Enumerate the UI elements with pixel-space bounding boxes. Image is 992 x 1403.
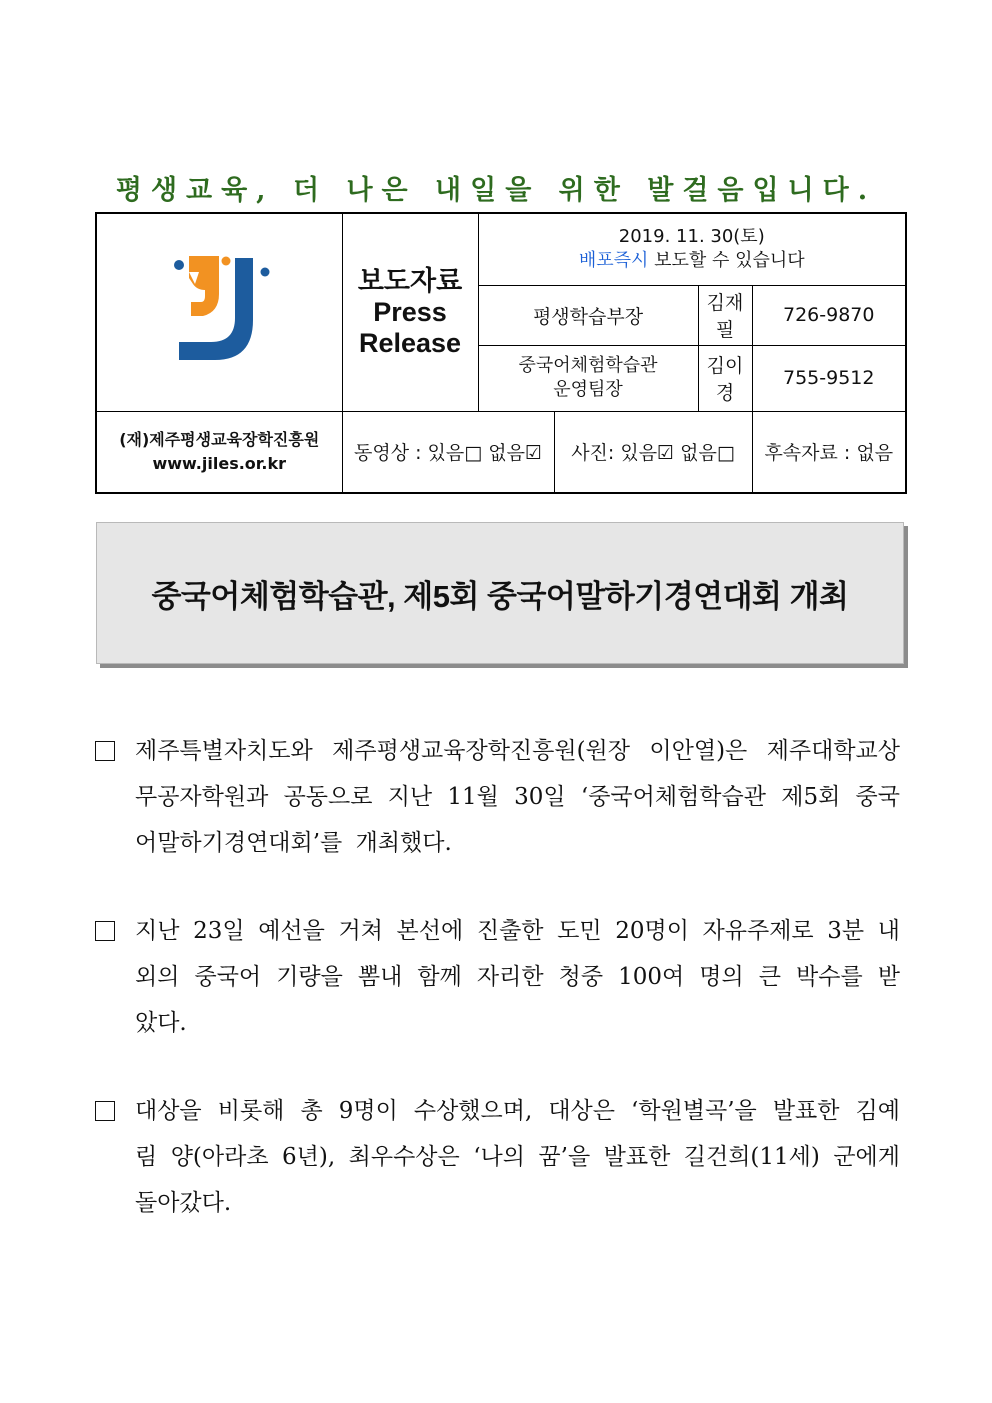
release-ko: 보도자료 [357, 265, 463, 296]
headline: 중국어체험학습관, 제5회 중국어말하기경연대회 개최 [151, 578, 849, 614]
contact-2-name: 김이경 [698, 345, 752, 411]
organization-cell [96, 411, 342, 493]
paragraph-2 [95, 908, 900, 1046]
slogan: 평생교육, 더 나은 내일을 위한 발걸음입니다. [115, 175, 877, 206]
press-release-cell [342, 213, 478, 411]
embargo-line [479, 249, 906, 273]
checkbox-bullet-icon [95, 741, 115, 761]
followup-flag: 후속자료 : 없음 [752, 411, 906, 493]
paragraph-1 [95, 728, 900, 866]
contact-2-dept-line2: 운영팀장 [553, 379, 623, 400]
photo-flag: 사진: 있음☑ 없음□ [554, 411, 752, 493]
embargo-highlight: 배포즉시 [578, 250, 649, 272]
headline-box [96, 522, 904, 664]
logo-cell [96, 213, 342, 411]
contact-1-phone: 726-9870 [752, 285, 906, 345]
paragraph-3 [95, 1088, 900, 1226]
embargo-rest: 보도할 수 있습니다 [648, 250, 805, 272]
checkbox-bullet-icon [95, 921, 115, 941]
release-en-release: Release [358, 327, 462, 358]
video-flag: 동영상 : 있음□ 없음☑ [342, 411, 554, 493]
paragraph-text: 대상을 비롯해 총 9명이 수상했으며, 대상은 ‘학원별곡’을 발표한 김예림 양(아라초 6년), 최우수상은 ‘나의 꿈’을 발표한 길건희(11세) 군에게 돌아갔다. [135, 1098, 900, 1216]
date-cell [478, 213, 906, 285]
press-header-table [95, 212, 907, 494]
organization-website: www.jiles.or.kr [152, 453, 286, 473]
organization-name: (재)제주평생교육장학진흥원 [119, 429, 320, 449]
paragraph-text: 제주특별자치도와 제주평생교육장학진흥원(원장 이안열)은 제주대학교상무공자학원과 공동으로 지난 11월 30일 ‘중국어체험학습관 제5회 중국어말하기경연대회’를 개최했다. [135, 738, 900, 856]
contact-2-dept-line1: 중국어체험학습관 [518, 355, 658, 376]
paragraph-text: 지난 23일 예선을 거쳐 본선에 진출한 도민 20명이 자유주제로 3분 내외의 중국어 기량을 뽐내 함께 자리한 청중 100여 명의 큰 박수를 받았다. [135, 918, 900, 1036]
contact-1-dept: 평생학습부장 [478, 285, 698, 345]
jiles-logo-icon [159, 250, 279, 370]
release-date: 2019. 11. 30(토) [618, 226, 765, 248]
contact-2-phone: 755-9512 [752, 345, 906, 411]
contact-1-name: 김재필 [698, 285, 752, 345]
checkbox-bullet-icon [95, 1101, 115, 1121]
contact-2-dept [478, 345, 698, 411]
release-en-press: Press [373, 296, 447, 327]
